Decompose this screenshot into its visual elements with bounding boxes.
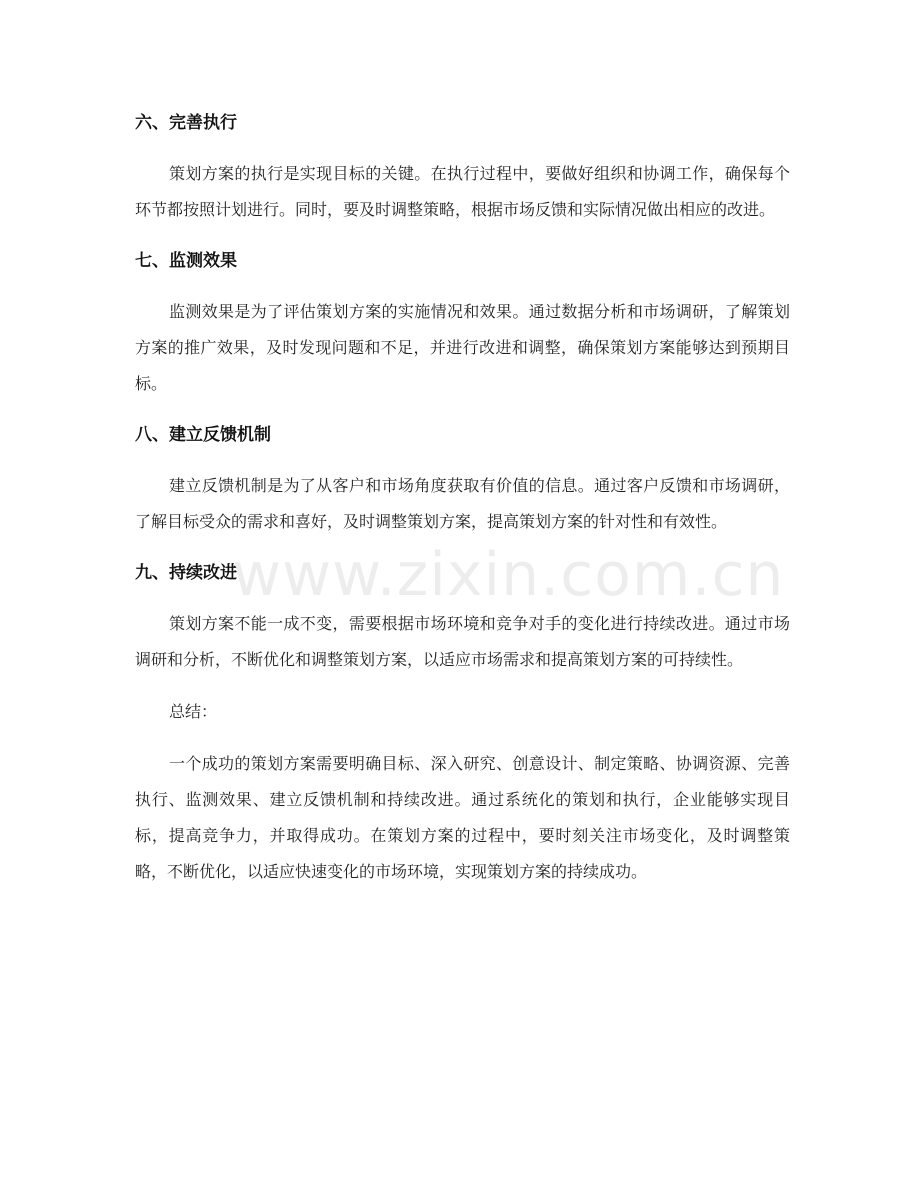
watermark-text: www.zixin.com.cn xyxy=(232,540,785,610)
section-body-9: 策划方案不能一成不变，需要根据市场环境和竞争对手的变化进行持续改进。通过市场调研和分析，不断优化和调整策划方案，以适应市场需求和提高策划方案的可持续性。 xyxy=(135,614,790,669)
section-heading-8: 八、建立反馈机制 xyxy=(135,425,271,445)
section-heading-7: 七、监测效果 xyxy=(135,251,237,271)
section-body-8: 建立反馈机制是为了从客户和市场角度获取有价值的信息。通过客户反馈和市场调研，了解目标受众的需求和喜好，及时调整策划方案，提高策划方案的针对性和有效性。 xyxy=(135,476,790,531)
section-body-7: 监测效果是为了评估策划方案的实施情况和效果。通过数据分析和市场调研，了解策划方案的推广效果，及时发现问题和不足，并进行改进和调整，确保策划方案能够达到预期目标。 xyxy=(135,302,790,393)
summary-label: 总结： xyxy=(169,702,218,721)
document-content xyxy=(135,106,790,890)
section-heading-9: 九、持续改进 xyxy=(135,563,237,583)
section-heading-6: 六、完善执行 xyxy=(135,113,237,133)
section-body-6: 策划方案的执行是实现目标的关键。在执行过程中，要做好组织和协调工作，确保每个环节都按照计划进行。同时，要及时调整策略，根据市场反馈和实际情况做出相应的改进。 xyxy=(135,164,790,219)
summary-body: 一个成功的策划方案需要明确目标、深入研究、创意设计、制定策略、协调资源、完善执行、监测效果、建立反馈机制和持续改进。通过系统化的策划和执行，企业能够实现目标，提高竞争力，并取得成功。在策划方案的过程中，要时刻关注市场变化，及时调整策略，不断优化，以适应快速变化的市场环境，实现策划方案的持续成功。 xyxy=(135,754,790,881)
